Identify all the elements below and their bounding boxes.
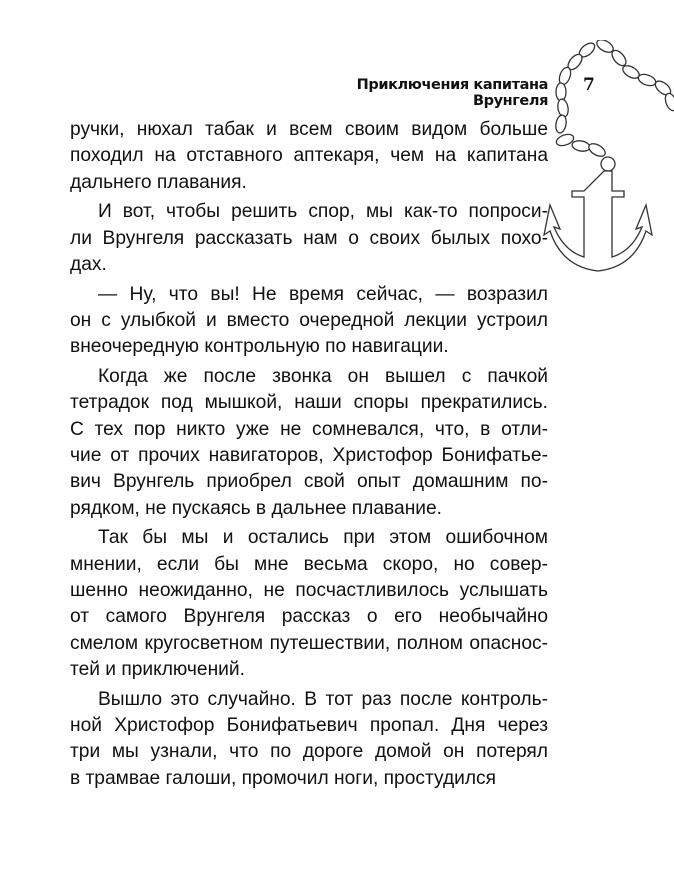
text-line: тетрадок под мышкой, наши споры прекратились. [70, 392, 548, 414]
chain-anchor-icon [535, 40, 674, 280]
page-number: 7 [583, 75, 595, 95]
paragraph [70, 282, 548, 361]
text-line: чие от прочих навигаторов, Христофор Бонифатье- [70, 445, 548, 467]
text-line: он с улыбкой и вместо очередной лекции устроил [70, 310, 548, 332]
text-line: дах. [70, 253, 107, 275]
text-line: Когда же после звонка он вышел с пачкой [98, 366, 548, 388]
text-line: И вот, чтобы решить спор, мы как-то попроси- [98, 201, 548, 223]
text-line: от самого Врунгеля рассказ о его необычайно [70, 606, 548, 628]
body-text [70, 117, 548, 795]
text-line: мнении, если бы мне весьма скоро, но совер- [70, 553, 548, 575]
text-line: три мы узнали, что по дороге домой он потерял [70, 741, 548, 763]
text-line: ручки, нюхал табак и всем своим видом больше [70, 119, 548, 140]
text-line: ной Христофор Бонифатьевич пропал. Дня через [70, 715, 548, 737]
paragraph [70, 525, 548, 683]
text-line: ли Врунгеля рассказать нам о своих былых похо- [70, 227, 548, 249]
running-title: Приключения капитана Врунгеля [356, 77, 548, 109]
text-line: — Ну, что вы! Не время сейчас, — возразил [98, 283, 548, 305]
text-line: походил на отставного аптекаря, чем на капитана [70, 145, 548, 167]
paragraph [70, 199, 548, 278]
text-line: рядком, не пускаясь в дальнее плавание. [70, 497, 443, 519]
text-line: С тех пор никто уже не сомневался, что, в отли- [70, 418, 548, 440]
paragraph [70, 117, 548, 196]
text-line: Так бы мы и остались при этом ошибочном [98, 527, 548, 549]
text-line: внеочередную контрольную по навигации. [70, 336, 449, 358]
paragraph [70, 687, 548, 792]
paragraph [70, 364, 548, 522]
text-line: смелом кругосветном путешествии, полном опаснос- [70, 632, 548, 654]
text-line: Вышло это случайно. В тот раз после контроль- [98, 688, 548, 710]
text-line: вич Врунгель приобрел свой опыт домашним по- [70, 471, 548, 493]
text-line: шенно неожиданно, не посчастливилось услышать [70, 580, 548, 602]
text-line: в трамвае галоши, промочил ноги, простудился [70, 767, 497, 789]
text-line: дальнего плавания. [70, 171, 247, 193]
text-line: тей и приключений. [70, 658, 245, 680]
